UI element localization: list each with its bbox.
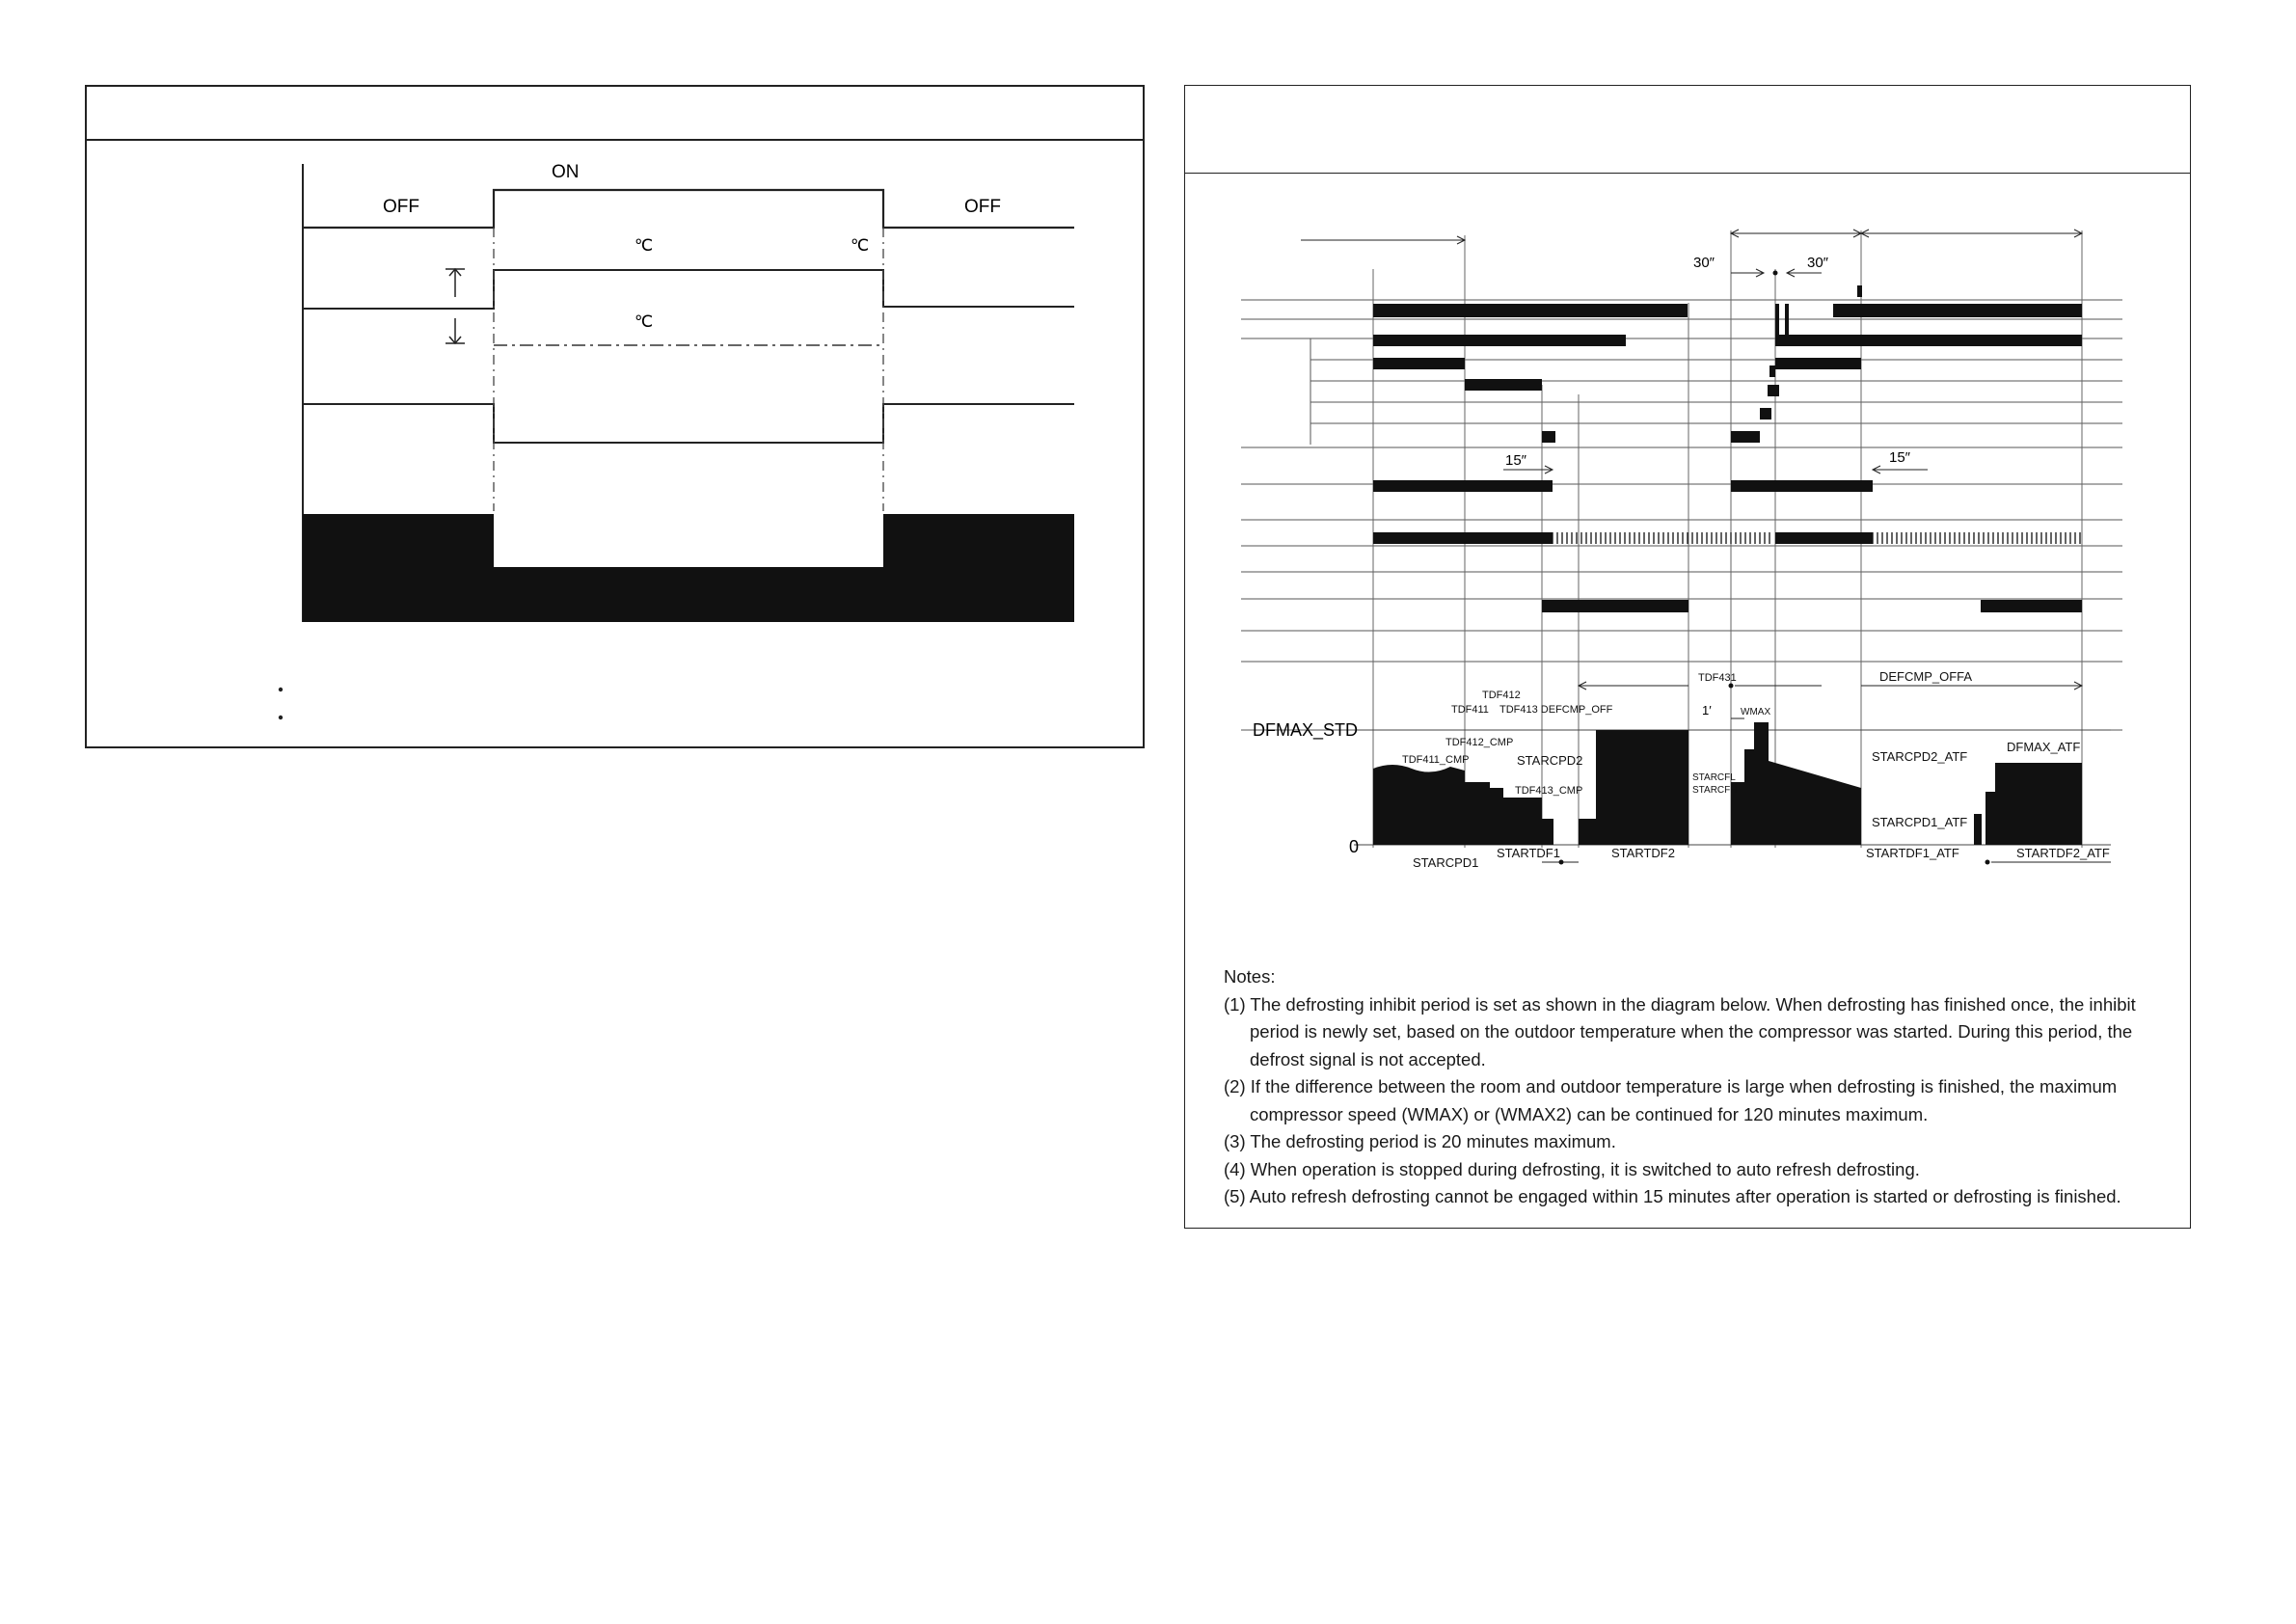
fan-speed-filled-area	[303, 514, 1074, 622]
label-startdf2: STARTDF2	[1611, 846, 1675, 860]
bullet-2	[277, 714, 284, 721]
label-defcmp-offa: DEFCMP_OFFA	[1879, 669, 1973, 684]
label-tdf413-defcmp-off: TDF413 DEFCMP_OFF	[1499, 704, 1613, 716]
dim-1-minute: 1′	[1702, 703, 1712, 717]
defrost-control-panel-right	[1184, 85, 2191, 1229]
notes-section	[1224, 963, 2178, 1211]
temperature-signal-trace	[303, 270, 1074, 309]
off-left-label: OFF	[383, 197, 419, 217]
label-startdf1: STARTDF1	[1497, 846, 1560, 860]
off-right-label: OFF	[964, 197, 1001, 217]
note-item: (2) If the difference between the room and outdoor temperature is large when defrosting is finished, the maximum compressor speed (WMAX) or (WMAX2) can be continued for 120 minutes maximum.	[1224, 1076, 2118, 1124]
inverted-signal-trace	[303, 404, 1074, 443]
label-starcfh: STARCFH	[1692, 785, 1738, 796]
on-label: ON	[552, 162, 580, 182]
label-startdf1-atf: STARTDF1_ATF	[1866, 846, 1959, 860]
note-item: (1) The defrosting inhibit period is set as shown in the diagram below. When defrosting has finished once, the inhibit period is newly set, based on the outdoor temperature when the compressor was started. During this period, the defrost signal is not accepted.	[1224, 993, 2136, 1069]
label-starcpd1-atf: STARCPD1_ATF	[1872, 815, 1968, 829]
label-tdf431: TDF431	[1698, 672, 1737, 684]
degc-label-1: ℃	[635, 236, 654, 255]
label-dfmax-atf: DFMAX_ATF	[2007, 740, 2081, 754]
label-startdf2-atf: STARTDF2_ATF	[2016, 846, 2110, 860]
label-starcfl: STARCFL	[1692, 772, 1736, 783]
timing-chart-panel-left	[85, 85, 1145, 748]
note-item: (4) When operation is stopped during defrosting, it is switched to auto refresh defrosting.	[1224, 1158, 1920, 1179]
dim-15-right: 15″	[1889, 449, 1910, 466]
label-starcpd1: STARCPD1	[1413, 855, 1479, 870]
note-item: (3) The defrosting period is 20 minutes maximum.	[1224, 1131, 1616, 1151]
bullet-1	[277, 686, 284, 693]
dim-30-right: 30″	[1807, 255, 1828, 271]
label-tdf411-cmp: TDF411_CMP	[1402, 754, 1470, 766]
operation-timing-chart	[87, 87, 1147, 750]
signal-bars	[1373, 285, 2082, 612]
label-wmax: WMAX	[1741, 707, 1771, 717]
label-tdf412-cmp: TDF412_CMP	[1445, 737, 1514, 748]
notes-heading: Notes:	[1224, 966, 1276, 987]
dim-15-left: 15″	[1505, 452, 1526, 469]
dim-30-left: 30″	[1693, 255, 1715, 271]
label-tdf413-cmp: TDF413_CMP	[1515, 785, 1583, 797]
y-label-dfmax-std: DFMAX_STD	[1253, 720, 1359, 740]
label-tdf411: TDF411	[1451, 704, 1489, 716]
y-label-zero: 0	[1349, 837, 1360, 856]
degc-label-3: ℃	[635, 312, 654, 331]
note-item: (5) Auto refresh defrosting cannot be engaged within 15 minutes after operation is started or defrosting is finished.	[1224, 1186, 2121, 1206]
degc-label-2: ℃	[851, 236, 870, 255]
label-tdf412: TDF412	[1482, 690, 1521, 701]
label-starcpd2: STARCPD2	[1517, 753, 1583, 768]
label-starcpd2-atf: STARCPD2_ATF	[1872, 749, 1968, 764]
